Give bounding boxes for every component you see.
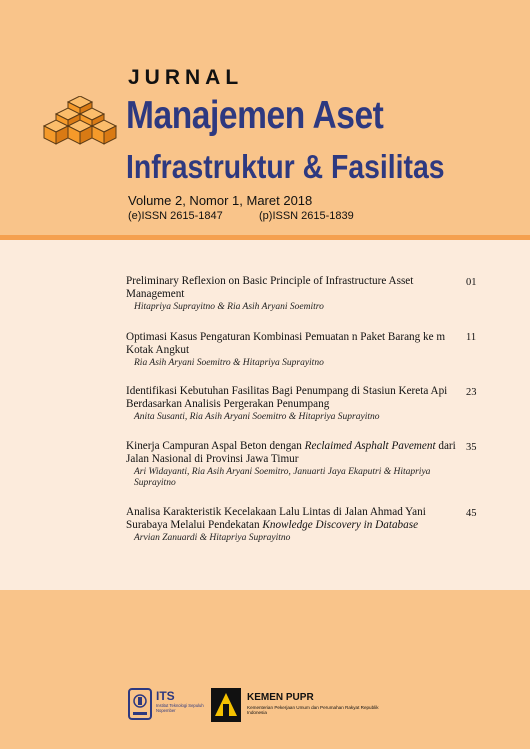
toc-title-italic-part: Reclaimed Asphalt Pavement [304, 440, 436, 452]
stacked-cubes-logo-icon [40, 96, 120, 146]
cover-footer [0, 590, 530, 749]
table-of-contents-panel [0, 240, 530, 590]
toc-title-part: Optimasi Kasus Pengaturan Kombinasi Pemuatan n Paket Barang ke m Kotak Angkut [126, 331, 446, 356]
cover-header [0, 0, 530, 235]
toc-entry-page-number: 11 [466, 332, 477, 343]
toc-title-part: Preliminary Reflexion on Basic Principle of Infrastructure Asset Management [126, 275, 414, 300]
journal-title-line1: Manajemen Aset [126, 94, 384, 137]
toc-entry-title [126, 331, 456, 356]
toc-title-part: Identifikasi Kebutuhan Fasilitas Bagi Penumpang di Stasiun Kereta Api Berdasarkan Analisis Pergerakan Penumpang [126, 385, 448, 410]
its-name: ITS [156, 689, 175, 703]
toc-entry-title [126, 506, 456, 531]
toc-title-italic-part: Knowledge Discovery in Database [262, 518, 419, 531]
toc-entry-authors: Ari Widayanti, Ria Asih Aryani Soemitro, Januarti Jaya Ekaputri & Hitapriya Suprayitno [134, 467, 431, 488]
toc-title-part: Analisa Karakteristik Kecelakaan Lalu Lintas di Jalan Ahmad Yani Surabaya Melalui Pendekatan [126, 506, 426, 531]
its-emblem-icon [128, 688, 152, 722]
pupr-emblem-icon [211, 688, 241, 722]
pupr-subtitle: Kementerian Pekerjaan Umum dan Perumahan Rakyat Republik Indonesia [247, 705, 379, 716]
pupr-logo [211, 688, 381, 722]
issn-electronic: (e)ISSN 2615-1847 [128, 210, 223, 222]
toc-title-part: Kinerja Campuran Aspal Beton dengan [126, 440, 305, 452]
toc-entry-page-number: 23 [466, 387, 477, 398]
toc-entry-authors: Hitapriya Suprayitno & Ria Asih Aryani Soemitro [134, 302, 324, 312]
toc-entry-title [126, 275, 456, 300]
its-subtitle: Institut Teknologi Sepuluh Nopember [156, 703, 204, 713]
toc-entry-page-number: 45 [466, 508, 477, 519]
toc-entry-authors: Arvian Zanuardi & Hitapriya Suprayitno [134, 533, 291, 543]
pupr-name: KEMEN PUPR [247, 692, 314, 703]
journal-kicker: JURNAL [128, 66, 244, 89]
toc-entry-authors: Ria Asih Aryani Soemitro & Hitapriya Suprayitno [134, 358, 324, 368]
issn-print: (p)ISSN 2615-1839 [259, 210, 354, 222]
toc-entry-authors: Anita Susanti, Ria Asih Aryani Soemitro & Hitapriya Suprayitno [134, 412, 380, 422]
toc-title-part: dari Jalan Nasional di Provinsi Jawa Timur [126, 440, 456, 465]
toc-entry-page-number: 01 [466, 277, 477, 288]
journal-title-line2: Infrastruktur & Fasilitas [126, 148, 445, 185]
volume-info: Volume 2, Nomor 1, Maret 2018 [128, 193, 313, 208]
its-logo [128, 688, 203, 722]
toc-entry-title [126, 385, 456, 410]
toc-entry-title [126, 440, 456, 465]
table-of-contents [0, 240, 530, 590]
toc-entry-page-number: 35 [466, 442, 477, 453]
